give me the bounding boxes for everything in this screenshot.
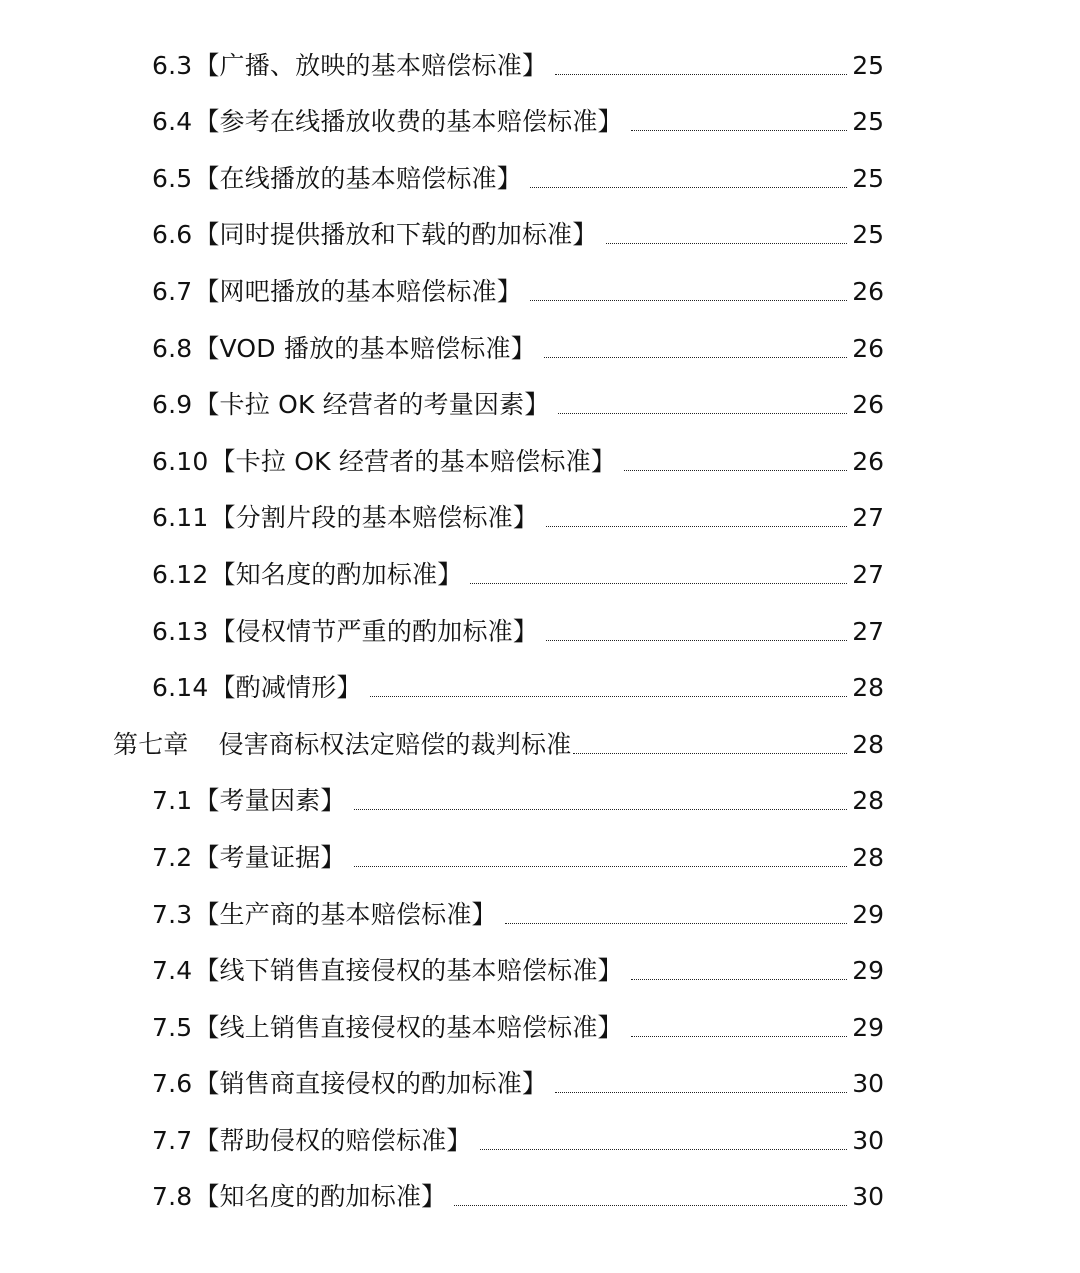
toc-entry-page: 26 — [852, 276, 884, 306]
toc-entry-number: 7.2 — [152, 842, 193, 872]
toc-entry-label: 【同时提供播放和下载的酌加标准】 — [194, 220, 598, 250]
toc-entry-number: 7.1 — [152, 786, 193, 816]
toc-entry-title — [152, 1182, 446, 1212]
toc-entry-label: 【考量证据】 — [194, 842, 346, 872]
toc-entry-page: 30 — [852, 1069, 884, 1099]
toc-entry-label: 【帮助侵权的赔偿标准】 — [194, 1125, 472, 1155]
dot-leader — [631, 979, 847, 980]
toc-entry-number: 7.4 — [152, 956, 193, 986]
toc-entry[interactable] — [0, 434, 1080, 491]
toc-entry-page: 29 — [852, 899, 884, 929]
toc-entry-page: 28 — [852, 673, 884, 703]
toc-entry-page: 25 — [852, 220, 884, 250]
toc-entry-page: 28 — [852, 842, 884, 872]
toc-entry-number: 7.6 — [152, 1069, 193, 1099]
toc-entry-number: 7.8 — [152, 1182, 193, 1212]
toc-entry-page: 27 — [852, 503, 884, 533]
toc-entry-number: 6.5 — [152, 163, 193, 193]
toc-entry-label: 【卡拉 OK 经营者的考量因素】 — [194, 390, 550, 420]
toc-entry-title — [152, 786, 346, 816]
toc-entry-number: 6.14 — [152, 673, 209, 703]
toc-entry-label: 【VOD 播放的基本赔偿标准】 — [194, 333, 536, 363]
toc-entry[interactable] — [0, 321, 1080, 378]
toc-entry[interactable] — [0, 491, 1080, 548]
dot-leader — [544, 357, 847, 358]
toc-entry-number: 6.4 — [152, 107, 193, 137]
dot-leader — [530, 187, 847, 188]
toc-entry-page: 30 — [852, 1182, 884, 1212]
toc-entry-title — [152, 503, 538, 533]
toc-entry-label: 【广播、放映的基本赔偿标准】 — [194, 50, 548, 80]
table-of-contents — [0, 38, 1080, 1226]
toc-entry-label: 【线下销售直接侵权的基本赔偿标准】 — [194, 956, 623, 986]
dot-leader — [354, 809, 847, 810]
toc-entry-label: 【知名度的酌加标准】 — [194, 1182, 447, 1212]
toc-entry-page: 25 — [852, 163, 884, 193]
toc-entry-title — [152, 673, 362, 703]
dot-leader — [624, 470, 847, 471]
toc-entry-label: 【销售商直接侵权的酌加标准】 — [194, 1069, 548, 1099]
toc-entry[interactable] — [0, 887, 1080, 944]
toc-entry-title — [152, 843, 346, 873]
dot-leader — [606, 243, 847, 244]
toc-entry[interactable] — [0, 830, 1080, 887]
toc-entry-title — [152, 390, 550, 420]
toc-entry-page: 28 — [852, 729, 884, 759]
toc-entry-page: 29 — [852, 1012, 884, 1042]
toc-entry-page: 26 — [852, 390, 884, 420]
toc-entry-label: 【酌减情形】 — [210, 673, 362, 703]
toc-entry-label: 【知名度的酌加标准】 — [210, 559, 463, 589]
toc-entry-title — [152, 220, 598, 250]
dot-leader — [546, 526, 847, 527]
toc-entry-number: 6.7 — [152, 276, 193, 306]
toc-entry-label: 【线上销售直接侵权的基本赔偿标准】 — [194, 1012, 623, 1042]
toc-entry[interactable] — [0, 38, 1080, 95]
toc-entry-title — [152, 334, 536, 364]
toc-entry[interactable] — [0, 264, 1080, 321]
toc-entry[interactable] — [0, 1057, 1080, 1114]
toc-chapter-entry[interactable] — [0, 717, 1080, 774]
toc-entry-page: 26 — [852, 333, 884, 363]
dot-leader — [480, 1149, 847, 1150]
toc-entry-number: 6.10 — [152, 446, 209, 476]
toc-chapter-number: 第七章 — [113, 729, 189, 759]
toc-chapter-label: 侵害商标权法定赔偿的裁判标准 — [218, 729, 572, 759]
dot-leader — [555, 1092, 847, 1093]
toc-entry[interactable] — [0, 208, 1080, 265]
toc-entry-page: 26 — [852, 446, 884, 476]
toc-entry-page: 25 — [852, 50, 884, 80]
dot-leader — [370, 696, 847, 697]
toc-entry-number: 7.5 — [152, 1012, 193, 1042]
toc-entry-title — [152, 617, 538, 647]
toc-entry-title — [152, 1126, 472, 1156]
dot-leader — [470, 583, 847, 584]
toc-entry[interactable] — [0, 151, 1080, 208]
toc-entry-number: 6.12 — [152, 559, 209, 589]
dot-leader — [573, 753, 847, 754]
toc-entry-label: 【生产商的基本赔偿标准】 — [194, 899, 497, 929]
toc-entry-label: 【卡拉 OK 经营者的基本赔偿标准】 — [210, 446, 617, 476]
toc-entry-label: 【考量因素】 — [194, 786, 346, 816]
toc-entry[interactable] — [0, 661, 1080, 718]
toc-entry-title — [152, 447, 616, 477]
toc-entry-page: 28 — [852, 786, 884, 816]
toc-entry-title — [152, 1069, 547, 1099]
toc-entry-number: 6.11 — [152, 503, 209, 533]
toc-entry-label: 【分割片段的基本赔偿标准】 — [210, 503, 539, 533]
toc-entry[interactable] — [0, 547, 1080, 604]
dot-leader — [546, 640, 847, 641]
toc-entry-title — [152, 164, 522, 194]
toc-entry-number: 6.6 — [152, 220, 193, 250]
toc-entry-label: 【侵权情节严重的酌加标准】 — [210, 616, 539, 646]
toc-chapter-title — [113, 730, 571, 760]
dot-leader — [354, 866, 847, 867]
toc-entry-title — [152, 900, 497, 930]
toc-entry-title — [152, 107, 623, 137]
toc-entry-label: 【参考在线播放收费的基本赔偿标准】 — [194, 107, 623, 137]
toc-entry-title — [152, 956, 623, 986]
toc-entry[interactable] — [0, 1000, 1080, 1057]
toc-entry-number: 6.8 — [152, 333, 193, 363]
dot-leader — [530, 300, 847, 301]
toc-entry-number: 6.13 — [152, 616, 209, 646]
toc-entry-page: 27 — [852, 616, 884, 646]
toc-entry-label: 【网吧播放的基本赔偿标准】 — [194, 276, 522, 306]
dot-leader — [631, 1036, 847, 1037]
toc-entry[interactable] — [0, 378, 1080, 435]
toc-entry[interactable] — [0, 1113, 1080, 1170]
toc-entry-title — [152, 560, 462, 590]
toc-entry-page: 25 — [852, 107, 884, 137]
toc-entry[interactable] — [0, 604, 1080, 661]
toc-entry-label: 【在线播放的基本赔偿标准】 — [194, 163, 522, 193]
toc-entry-page: 27 — [852, 559, 884, 589]
toc-entry-title — [152, 1013, 623, 1043]
toc-entry[interactable] — [0, 1170, 1080, 1227]
toc-entry[interactable] — [0, 944, 1080, 1001]
dot-leader — [631, 130, 847, 131]
toc-entry-number: 7.3 — [152, 899, 193, 929]
dot-leader — [558, 413, 847, 414]
toc-entry-title — [152, 51, 547, 81]
toc-entry-page: 30 — [852, 1125, 884, 1155]
toc-entry-number: 6.3 — [152, 50, 193, 80]
toc-entry-title — [152, 277, 522, 307]
dot-leader — [454, 1205, 847, 1206]
dot-leader — [555, 74, 847, 75]
toc-entry[interactable] — [0, 774, 1080, 831]
toc-entry-number: 7.7 — [152, 1125, 193, 1155]
dot-leader — [505, 923, 847, 924]
toc-entry-page: 29 — [852, 956, 884, 986]
toc-entry-number: 6.9 — [152, 390, 193, 420]
toc-entry[interactable] — [0, 95, 1080, 152]
